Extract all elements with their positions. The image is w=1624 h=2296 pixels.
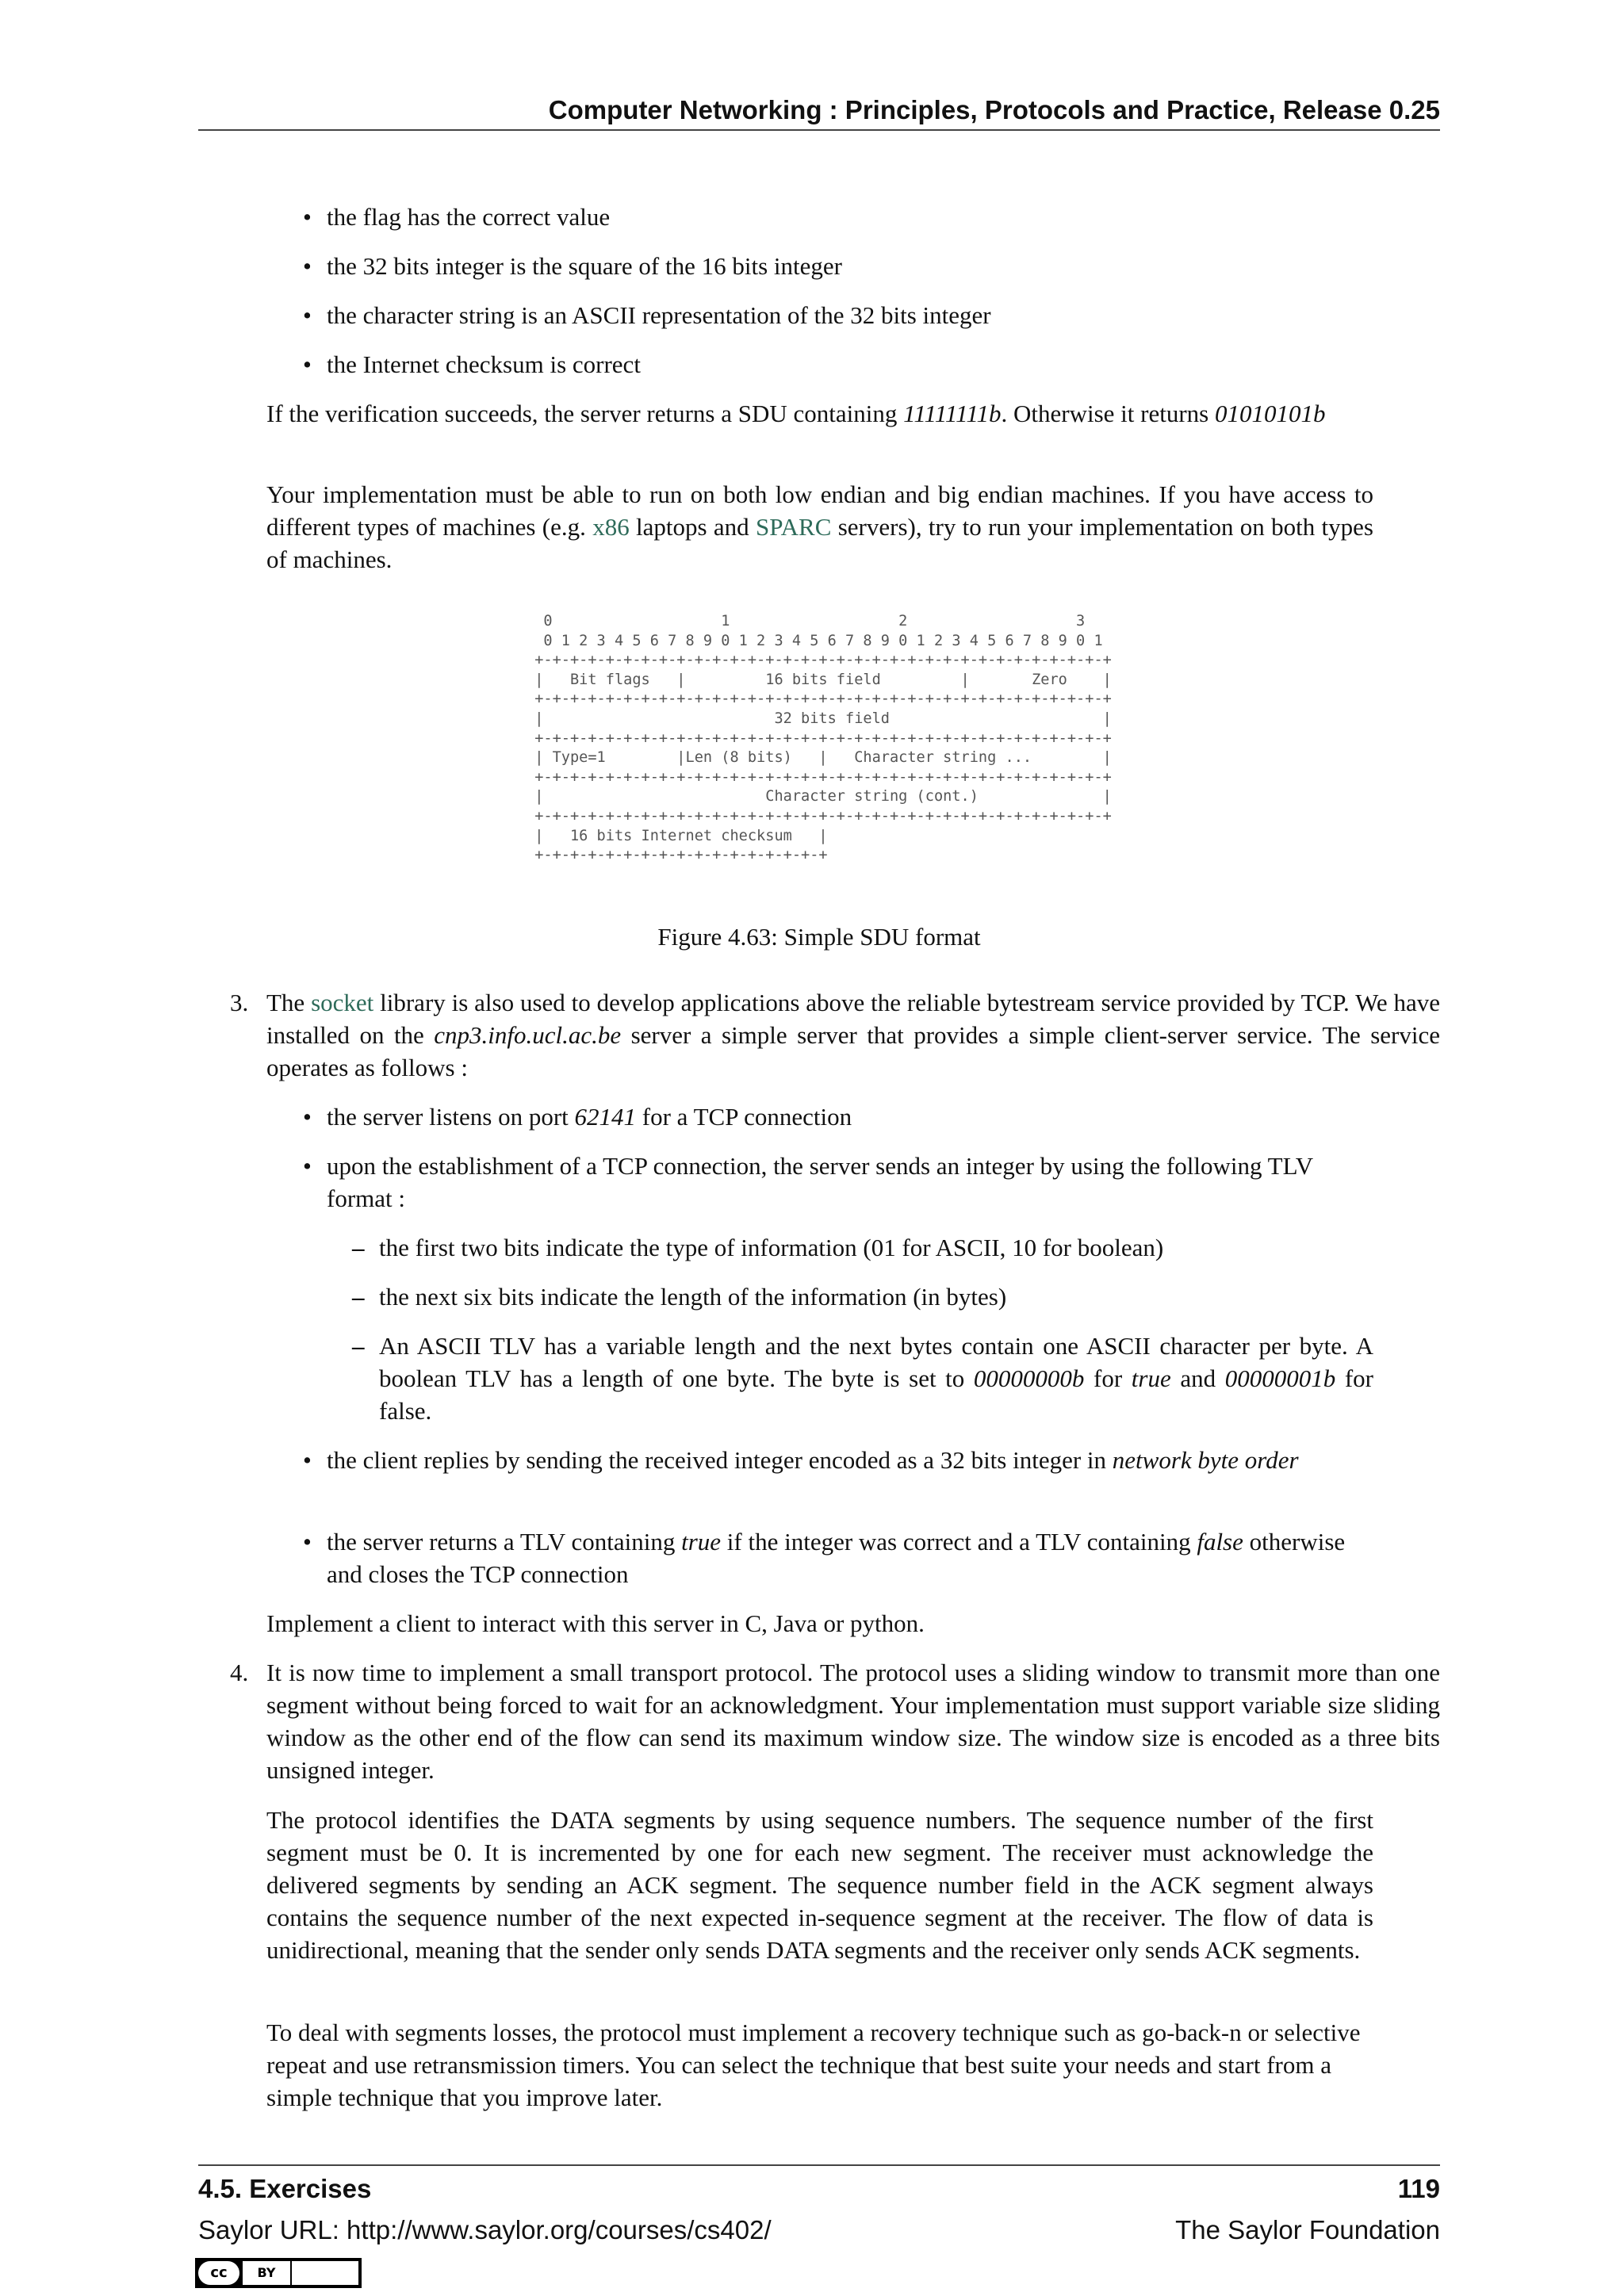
cc-license-badge	[195, 2258, 362, 2288]
list-item: • the 32 bits integer is the square of the 16 bits integer	[327, 250, 1373, 282]
list-item: • upon the establishment of a TCP connection, the server sends an integer by using the following TLV format :	[327, 1150, 1373, 1215]
footer-rule	[198, 2164, 1440, 2166]
list-item: • the Internet checksum is correct	[327, 348, 1373, 381]
running-header: Computer Networking : Principles, Protocols and Practice, Release 0.25	[548, 95, 1440, 124]
sequence-paragraph: The protocol identifies the DATA segments by using sequence numbers. The sequence number of the first segment must be 0. It is incremented by one for each new segment. The receiver must acknowledge the delivered segments by sending an ACK segment. The sequence number field in the ACK segment always contains the sequence number of the next expected in-sequence segment at the receiver. The flow of data is unidirectional, meaning that the sender only sends DATA segments and the receiver only sends ACK segments.	[266, 1806, 1373, 1964]
license-badge-fill	[292, 2261, 358, 2285]
socket-link[interactable]: socket	[311, 989, 374, 1016]
sparc-link[interactable]: SPARC	[756, 513, 832, 541]
recovery-paragraph: To deal with segments losses, the protocol must implement a recovery technique such as go-back-n or selective repeat and use retransmission timers. You can select the technique that best suite your needs and start from a simple technique that you improve later.	[266, 2019, 1361, 2111]
list-item: – the first two bits indicate the type of information (01 for ASCII, 10 for boolean)	[379, 1231, 1373, 1264]
verification-paragraph: If the verification succeeds, the server returns a SDU containing 11111111b. Otherwise it returns 01010101b	[266, 400, 1326, 427]
implement-paragraph: Implement a client to interact with this server in C, Java or python.	[266, 1609, 925, 1637]
section-label: 4.5. Exercises	[198, 2174, 372, 2203]
exercise-item-4: 4. It is now time to implement a small transport protocol. The protocol uses a sliding window to transmit more than one segment without being forced to wait for an acknowledgment. Your implementation must support variable size sliding window as the other end of the flow can send its maximum window size. The window size is encoded as a three bits unsigned integer.	[266, 1656, 1440, 1786]
x86-link[interactable]: x86	[592, 513, 630, 541]
item-number: 3.	[230, 989, 249, 1016]
header-rule	[198, 129, 1440, 131]
figure-caption: Figure 4.63: Simple SDU format	[657, 923, 981, 951]
list-item: – the next six bits indicate the length of the information (in bytes)	[379, 1280, 1373, 1313]
page-number: 119	[1397, 2174, 1440, 2203]
by-icon: BY	[243, 2261, 290, 2285]
list-item: • the client replies by sending the received integer encoded as a 32 bits integer in network byte order	[327, 1444, 1373, 1476]
sdu-format-figure: 0 1 2 3 0 1 2 3 4 5 6 7 8 9 0 1 2 3 4 5 6 7 8 9 0 1 2 3 4 5 6 7 8 9 0 1 +-+-+-+-+-+-+-+-+-+-+-+-+-+-+-+-+-+-+-+-+-+-+-+-+-+-+-+-+-+-+-+-+ | Bit flags | 16 bits field | Zero | +-+-+-+-+-+-+-+-+-+-+-+-+-+-+-+-+-+-+-+-+-+-+-+-+-+-+-+-+-+-+-+-+ | 32 bits field | +-+-+-+-+-+-+-+-+-+-+-+-+-+-+-+-+-+-+-+-+-+-+-+-+-+-+-+-+-+-+-+-+ | Type=1 |Len (8 bits) | Character string ... | +-+-+-+-+-+-+-+-+-+-+-+-+-+-+-+-+-+-+-+-+-+-+-+-+-+-+-+-+-+-+-+-+ | Character string (cont.) | +-+-+-+-+-+-+-+-+-+-+-+-+-+-+-+-+-+-+-+-+-+-+-+-+-+-+-+-+-+-+-+-+ | 16 bits Internet checksum | +-+-+-+-+-+-+-+-+-+-+-+-+-+-+-+-+	[534, 613, 1112, 864]
item-number: 4.	[230, 1659, 249, 1686]
endian-paragraph: Your implementation must be able to run on both low endian and big endian machines. If you have access to different types of machines (e.g. x86 laptops and SPARC servers), try to run your implementation on both types of machines.	[266, 480, 1373, 573]
saylor-url: Saylor URL: http://www.saylor.org/courses/cs402/	[198, 2215, 772, 2244]
list-item: • the character string is an ASCII representation of the 32 bits integer	[327, 299, 1373, 331]
cc-icon: cc	[198, 2261, 239, 2285]
exercise-item-3: 3. The socket library is also used to develop applications above the reliable bytestream service provided by TCP. We have installed on the cnp3.info.ucl.ac.be server a simple server that provides a simple client-server service. The service operates as follows :	[266, 986, 1440, 1084]
saylor-foundation: The Saylor Foundation	[1175, 2215, 1440, 2244]
list-item: – An ASCII TLV has a variable length and the next bytes contain one ASCII character per byte. A boolean TLV has a length of one byte. The byte is set to 00000000b for true and 00000001b for false.	[379, 1330, 1373, 1427]
list-item: • the server listens on port 62141 for a TCP connection	[327, 1100, 1373, 1133]
list-item: • the flag has the correct value	[327, 201, 1373, 233]
list-item: • the server returns a TLV containing true if the integer was correct and a TLV containing false otherwise and closes the TCP connection	[327, 1525, 1373, 1590]
